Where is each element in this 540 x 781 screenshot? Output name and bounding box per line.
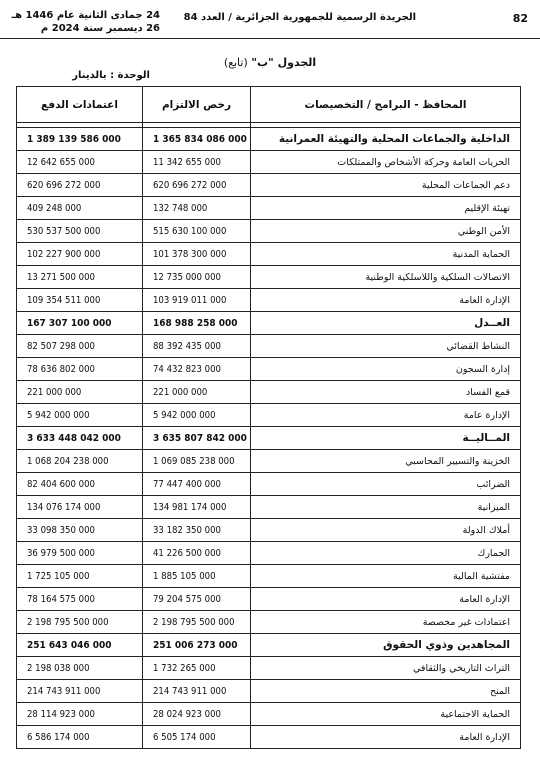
engagement-value: 12 735 000 000	[143, 266, 251, 289]
currency-unit: الوحدة : بالدينار	[72, 70, 150, 81]
table-row	[17, 381, 521, 404]
table-row	[17, 680, 521, 703]
engagement-value: 1 069 085 238 000	[143, 450, 251, 473]
row-label: الإدارة عامة	[251, 404, 521, 427]
section-row	[17, 128, 521, 151]
payment-value: 5 942 000 000	[17, 404, 143, 427]
payment-value: 28 114 923 000	[17, 703, 143, 726]
row-label: الإدارة العامة	[251, 726, 521, 749]
row-label: الحماية الاجتماعية	[251, 703, 521, 726]
row-label: الجمارك	[251, 542, 521, 565]
table-row	[17, 335, 521, 358]
table-row	[17, 565, 521, 588]
table-title-suffix: (تابع)	[223, 56, 252, 69]
row-label: الاتصالات السلكية واللاسلكية الوطنية	[251, 266, 521, 289]
table-row	[17, 404, 521, 427]
payment-value: 3 633 448 042 000	[17, 427, 143, 450]
payment-value: 109 354 511 000	[17, 289, 143, 312]
table-row	[17, 197, 521, 220]
table-row	[17, 726, 521, 749]
row-label: أملاك الدولة	[251, 519, 521, 542]
table-body	[17, 128, 521, 749]
table-row	[17, 611, 521, 634]
engagement-value: 77 447 400 000	[143, 473, 251, 496]
payment-value: 82 404 600 000	[17, 473, 143, 496]
row-label: النشاط القضائي	[251, 335, 521, 358]
engagement-value: 214 743 911 000	[143, 680, 251, 703]
engagement-value: 103 919 011 000	[143, 289, 251, 312]
payment-value: 1 725 105 000	[17, 565, 143, 588]
page-header	[0, 0, 540, 39]
row-label: تهيئة الإقليم	[251, 197, 521, 220]
row-label: الحريات العامة وحركة الأشخاص والممتلكات	[251, 151, 521, 174]
payment-value: 409 248 000	[17, 197, 143, 220]
row-label: الحماية المدنية	[251, 243, 521, 266]
table-row	[17, 703, 521, 726]
payment-value: 530 537 500 000	[17, 220, 143, 243]
engagement-value: 33 182 350 000	[143, 519, 251, 542]
table-row	[17, 358, 521, 381]
row-label: الضرائب	[251, 473, 521, 496]
payment-value: 2 198 038 000	[17, 657, 143, 680]
row-label: العــدل	[251, 312, 521, 335]
row-label: الإدارة العامة	[251, 588, 521, 611]
payment-value: 221 000 000	[17, 381, 143, 404]
payment-value: 167 307 100 000	[17, 312, 143, 335]
row-label: الداخلية والجماعات المحلية والتهيئة العمرانية	[251, 128, 521, 151]
engagement-value: 3 635 807 842 000	[143, 427, 251, 450]
payment-value: 134 076 174 000	[17, 496, 143, 519]
budget-table	[16, 86, 521, 749]
section-row	[17, 634, 521, 657]
table-row	[17, 174, 521, 197]
engagement-value: 1 732 265 000	[143, 657, 251, 680]
row-label: التراث التاريخي والثقافي	[251, 657, 521, 680]
table-row	[17, 151, 521, 174]
table-row	[17, 243, 521, 266]
engagement-value: 620 696 272 000	[143, 174, 251, 197]
engagement-value: 101 378 300 000	[143, 243, 251, 266]
engagement-value: 11 342 655 000	[143, 151, 251, 174]
payment-value: 251 643 046 000	[17, 634, 143, 657]
engagement-value: 515 630 100 000	[143, 220, 251, 243]
row-label: الإدارة العامة	[251, 289, 521, 312]
engagement-value: 251 006 273 000	[143, 634, 251, 657]
payment-value: 6 586 174 000	[17, 726, 143, 749]
date-hijri: 24 جمادى الثانية عام 1446 هـ	[11, 10, 160, 21]
row-label: إدارة السجون	[251, 358, 521, 381]
gazette-title: الجريدة الرسمية للجمهورية الجزائرية / العدد 84	[183, 12, 416, 23]
table-row	[17, 519, 521, 542]
row-label: الأمن الوطني	[251, 220, 521, 243]
table-row	[17, 289, 521, 312]
payment-value: 102 227 900 000	[17, 243, 143, 266]
table-row	[17, 542, 521, 565]
table-row	[17, 473, 521, 496]
engagement-value: 2 198 795 500 000	[143, 611, 251, 634]
row-label: اعتمادات غير مخصصة	[251, 611, 521, 634]
row-label: الميزانية	[251, 496, 521, 519]
engagement-value: 221 000 000	[143, 381, 251, 404]
row-label: قمع الفساد	[251, 381, 521, 404]
payment-value: 78 636 802 000	[17, 358, 143, 381]
row-label: المنح	[251, 680, 521, 703]
payment-value: 36 979 500 000	[17, 542, 143, 565]
payment-value: 1 389 139 586 000	[17, 128, 143, 151]
payment-value: 620 696 272 000	[17, 174, 143, 197]
payment-value: 82 507 298 000	[17, 335, 143, 358]
row-label: مفتشية المالية	[251, 565, 521, 588]
engagement-value: 6 505 174 000	[143, 726, 251, 749]
engagement-value: 168 988 258 000	[143, 312, 251, 335]
row-label: الخزينة والتسيير المحاسبي	[251, 450, 521, 473]
table-row	[17, 496, 521, 519]
page-number: 82	[512, 12, 528, 25]
payment-value: 2 198 795 500 000	[17, 611, 143, 634]
payment-value: 214 743 911 000	[17, 680, 143, 703]
engagement-value: 79 204 575 000	[143, 588, 251, 611]
payment-value: 33 098 350 000	[17, 519, 143, 542]
payment-value: 78 164 575 000	[17, 588, 143, 611]
date-gregorian: 26 ديسمبر سنة 2024 م	[40, 23, 160, 34]
engagement-value: 132 748 000	[143, 197, 251, 220]
row-label: المجاهدين وذوي الحقوق	[251, 634, 521, 657]
row-label: دعم الجماعات المحلية	[251, 174, 521, 197]
header-engagements: رخص الالتزام	[143, 87, 251, 123]
table-row	[17, 588, 521, 611]
header-payments: اعتمادات الدفع	[17, 87, 143, 123]
row-label: المــاليــة	[251, 427, 521, 450]
table-row	[17, 220, 521, 243]
section-row	[17, 427, 521, 450]
table-title-main: الجدول "ب"	[251, 56, 317, 69]
table-title	[0, 56, 540, 69]
engagement-value: 134 981 174 000	[143, 496, 251, 519]
engagement-value: 1 885 105 000	[143, 565, 251, 588]
engagement-value: 74 432 823 000	[143, 358, 251, 381]
table-header-row	[17, 87, 521, 123]
payment-value: 13 271 500 000	[17, 266, 143, 289]
engagement-value: 1 365 834 086 000	[143, 128, 251, 151]
table-row	[17, 450, 521, 473]
engagement-value: 5 942 000 000	[143, 404, 251, 427]
engagement-value: 41 226 500 000	[143, 542, 251, 565]
engagement-value: 88 392 435 000	[143, 335, 251, 358]
engagement-value: 28 024 923 000	[143, 703, 251, 726]
payment-value: 1 068 204 238 000	[17, 450, 143, 473]
section-row	[17, 312, 521, 335]
header-programs: المحافظ - البرامج / التخصيصات	[251, 87, 521, 123]
table-row	[17, 266, 521, 289]
payment-value: 12 642 655 000	[17, 151, 143, 174]
table-row	[17, 657, 521, 680]
